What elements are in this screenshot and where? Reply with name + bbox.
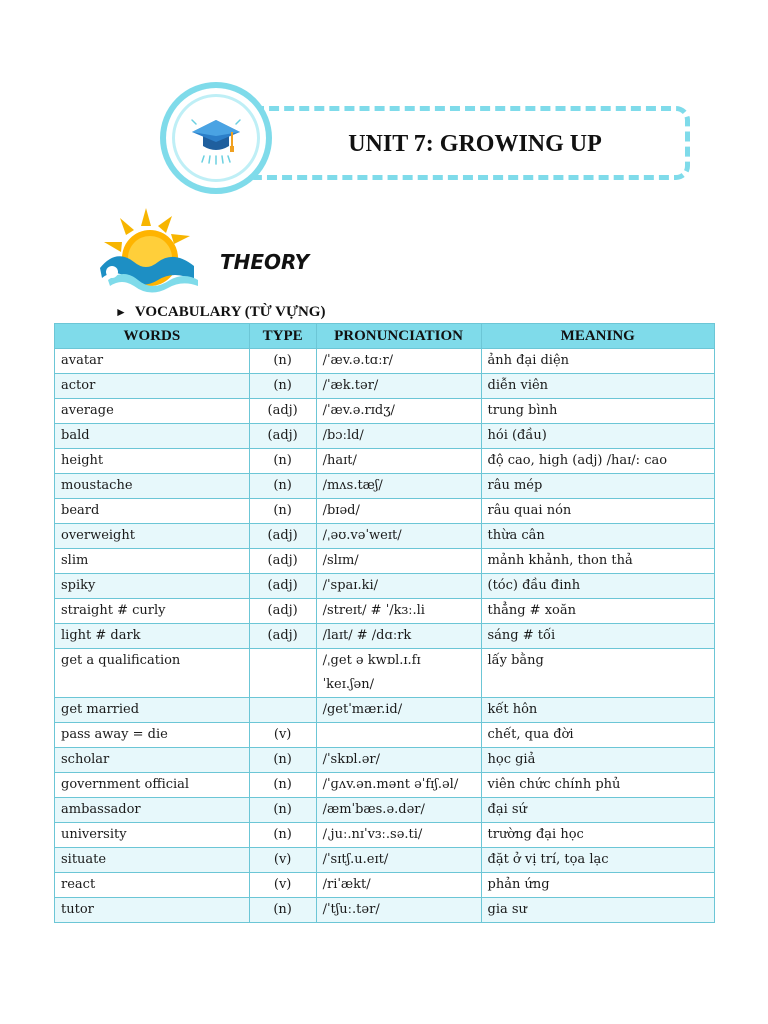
table-row <box>55 624 715 649</box>
cell-word: ambassador <box>55 798 250 823</box>
cell-type: (adj) <box>249 624 316 649</box>
table-row <box>55 848 715 873</box>
cell-word: light # dark <box>55 624 250 649</box>
table-row <box>55 698 715 723</box>
table-row <box>55 873 715 898</box>
column-header-type: TYPE <box>249 324 316 349</box>
cell-type: (n) <box>249 773 316 798</box>
cell-meaning: gia sư <box>481 898 715 923</box>
cell-meaning: đại sứ <box>481 798 715 823</box>
cell-word: situate <box>55 848 250 873</box>
cell-pronunciation: /ˈæv.ə.tɑːr/ <box>316 349 481 374</box>
cell-word: pass away = die <box>55 723 250 748</box>
column-header-words: WORDS <box>55 324 250 349</box>
cell-pronunciation: /bɔːld/ <box>316 424 481 449</box>
cell-type: (n) <box>249 823 316 848</box>
table-row <box>55 399 715 424</box>
cell-type <box>249 649 316 698</box>
vocabulary-heading <box>115 304 325 321</box>
cell-pronunciation: /ˈɡʌv.ən.mənt əˈfɪʃ.əl/ <box>316 773 481 798</box>
cell-word: avatar <box>55 349 250 374</box>
cell-type: (n) <box>249 474 316 499</box>
cell-meaning: viên chức chính phủ <box>481 773 715 798</box>
cell-word: spiky <box>55 574 250 599</box>
cell-type: (n) <box>249 449 316 474</box>
table-row <box>55 723 715 748</box>
cell-word: beard <box>55 499 250 524</box>
vocabulary-table <box>54 323 715 923</box>
cell-meaning: trung bình <box>481 399 715 424</box>
cell-meaning: diễn viên <box>481 374 715 399</box>
theory-label: THEORY <box>220 250 310 274</box>
cell-type: (n) <box>249 798 316 823</box>
cell-type: (adj) <box>249 424 316 449</box>
header-badge <box>160 82 272 194</box>
page-title: UNIT 7: GROWING UP <box>348 131 602 157</box>
table-row <box>55 599 715 624</box>
vocabulary-heading-text: VOCABULARY (TỪ VỰNG) <box>134 304 326 320</box>
cell-pronunciation: /bɪəd/ <box>316 499 481 524</box>
right-triangle-bullet-icon: ► <box>115 305 127 319</box>
table-row <box>55 649 715 698</box>
cell-meaning: thẳng # xoăn <box>481 599 715 624</box>
cell-word: get married <box>55 698 250 723</box>
cell-pronunciation: /laɪt/ # /dɑːrk <box>316 624 481 649</box>
table-row <box>55 823 715 848</box>
cell-pronunciation: /ˌjuː.nɪˈvɜː.sə.ti/ <box>316 823 481 848</box>
cell-meaning: học giả <box>481 748 715 773</box>
cell-meaning: mảnh khảnh, thon thả <box>481 549 715 574</box>
cell-type: (v) <box>249 873 316 898</box>
table-row <box>55 773 715 798</box>
cell-type: (adj) <box>249 599 316 624</box>
table-row <box>55 424 715 449</box>
cell-word: straight # curly <box>55 599 250 624</box>
cell-word: tutor <box>55 898 250 923</box>
cell-type: (n) <box>249 898 316 923</box>
cell-word: scholar <box>55 748 250 773</box>
table-row <box>55 449 715 474</box>
cell-pronunciation: /haɪt/ <box>316 449 481 474</box>
cell-word: overweight <box>55 524 250 549</box>
cell-word: bald <box>55 424 250 449</box>
table-row <box>55 574 715 599</box>
table-row <box>55 474 715 499</box>
cell-pronunciation: /ˌəʊ.vəˈweɪt/ <box>316 524 481 549</box>
table-header-row <box>55 324 715 349</box>
cell-pronunciation: /slɪm/ <box>316 549 481 574</box>
cell-type: (n) <box>249 349 316 374</box>
cell-word: actor <box>55 374 250 399</box>
table-row <box>55 898 715 923</box>
cell-pronunciation: /mʌs.tæʃ/ <box>316 474 481 499</box>
table-row <box>55 798 715 823</box>
cell-meaning: độ cao, high (adj) /haɪ/: cao <box>481 449 715 474</box>
table-row <box>55 549 715 574</box>
cell-meaning: thừa cân <box>481 524 715 549</box>
cell-pronunciation: /getˈmær.id/ <box>316 698 481 723</box>
cell-meaning: hói (đầu) <box>481 424 715 449</box>
cell-pronunciation: /æmˈbæs.ə.dər/ <box>316 798 481 823</box>
cell-word: height <box>55 449 250 474</box>
sun-wave-icon <box>94 206 206 296</box>
cell-meaning: chết, qua đời <box>481 723 715 748</box>
cell-pronunciation: /ˈsɪtʃ.u.eɪt/ <box>316 848 481 873</box>
cell-pronunciation: /ˈæk.tər/ <box>316 374 481 399</box>
cell-pronunciation: /ˈspaɪ.ki/ <box>316 574 481 599</box>
cell-meaning: trường đại học <box>481 823 715 848</box>
cell-meaning: sáng # tối <box>481 624 715 649</box>
cell-meaning: lấy bằng <box>481 649 715 698</box>
unit-header <box>160 82 700 202</box>
cell-type: (adj) <box>249 574 316 599</box>
cell-meaning: (tóc) đầu đinh <box>481 574 715 599</box>
cell-pronunciation: /ˈskɒl.ər/ <box>316 748 481 773</box>
cell-pronunciation: /ˈæv.ə.rɪdʒ/ <box>316 399 481 424</box>
cell-word: moustache <box>55 474 250 499</box>
cell-pronunciation: /streɪt/ # ˈ/kɜː.li <box>316 599 481 624</box>
table-row <box>55 349 715 374</box>
cell-type: (adj) <box>249 399 316 424</box>
cell-meaning: đặt ở vị trí, tọa lạc <box>481 848 715 873</box>
cell-pronunciation: /ˈtʃuː.tər/ <box>316 898 481 923</box>
cell-type: (n) <box>249 374 316 399</box>
cell-type <box>249 698 316 723</box>
cell-word: slim <box>55 549 250 574</box>
cell-meaning: kết hôn <box>481 698 715 723</box>
table-row <box>55 748 715 773</box>
cell-word: get a qualification <box>55 649 250 698</box>
cell-type: (n) <box>249 748 316 773</box>
cell-meaning: râu mép <box>481 474 715 499</box>
theory-section-header <box>94 206 324 296</box>
table-row <box>55 524 715 549</box>
cell-meaning: râu quai nón <box>481 499 715 524</box>
column-header-meaning: MEANING <box>481 324 715 349</box>
cell-word: government official <box>55 773 250 798</box>
cell-type: (adj) <box>249 524 316 549</box>
graduation-cap-icon <box>188 110 244 166</box>
cell-pronunciation <box>316 723 481 748</box>
cell-word: react <box>55 873 250 898</box>
table-row <box>55 499 715 524</box>
cell-meaning: ảnh đại diện <box>481 349 715 374</box>
cell-pronunciation: /ˌget ə kwɒl.ɪ.fɪ ˈkeɪ.ʃən/ <box>316 649 481 698</box>
cell-word: average <box>55 399 250 424</box>
cell-word: university <box>55 823 250 848</box>
cell-type: (v) <box>249 723 316 748</box>
cell-pronunciation: /riˈækt/ <box>316 873 481 898</box>
cell-meaning: phản ứng <box>481 873 715 898</box>
column-header-pronunciation: PRONUNCIATION <box>316 324 481 349</box>
cell-type: (adj) <box>249 549 316 574</box>
title-banner <box>240 106 690 180</box>
cell-type: (v) <box>249 848 316 873</box>
table-row <box>55 374 715 399</box>
cell-type: (n) <box>249 499 316 524</box>
